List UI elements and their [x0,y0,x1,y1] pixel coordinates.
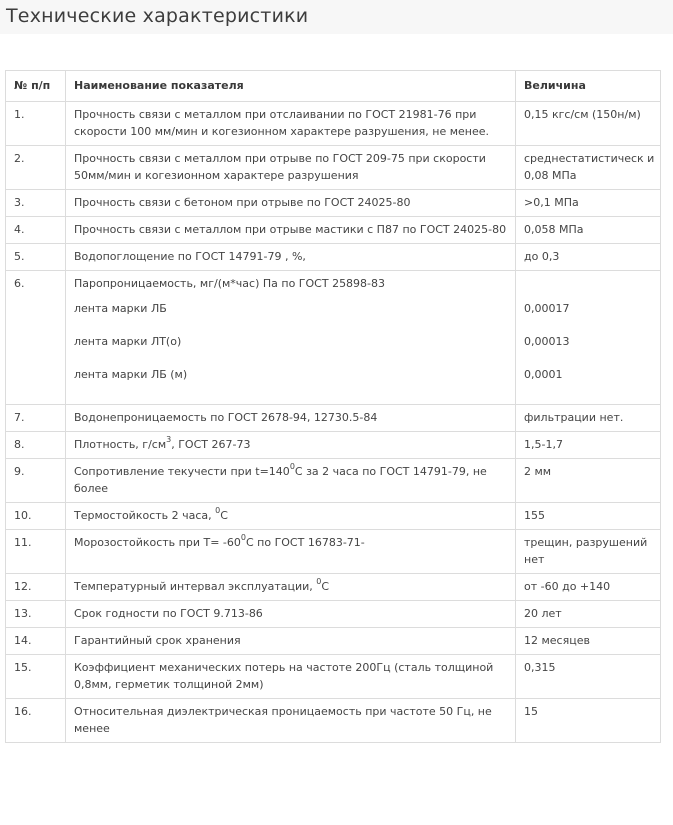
table-header-row [6,71,661,102]
row-name: Водонепроницаемость по ГОСТ 2678-94, 12730.5-84 [66,405,516,432]
row-num: 2. [6,146,66,190]
row-num: 13. [6,601,66,628]
superscript: 0 [240,533,246,543]
row-num: 7. [6,405,66,432]
name-text: С [321,580,330,593]
table-row [6,102,661,146]
row-num: 8. [6,432,66,459]
subitem-name: лента марки ЛБ (м) [74,368,188,381]
row-value: трещин, разрушений нет [516,530,661,574]
spacer [524,350,656,358]
header-num: № п/п [6,71,66,102]
table-row [6,459,661,503]
row-value: 2 мм [516,459,661,503]
row-num: 12. [6,574,66,601]
row-name [66,432,516,459]
row-value: 155 [516,503,661,530]
row-num: 15. [6,655,66,699]
spacer [74,350,511,358]
row-name [66,503,516,530]
superscript: 0 [289,462,295,472]
row-value: фильтрации нет. [516,405,661,432]
row-num: 9. [6,459,66,503]
row-name-main: Паропроницаемость, мг/(м*час) Па по ГОСТ 25898-83 [74,277,386,290]
row-num: 16. [6,699,66,743]
row-name [66,530,516,574]
row-name: Коэффициент механических потерь на частоте 200Гц (сталь толщиной 0,8мм, герметик толщиной 2мм) [66,655,516,699]
row-name: Водопоглощение по ГОСТ 14791-79 , %, [66,244,516,271]
subitem-value: 0,0001 [524,368,563,381]
superscript: 0 [215,506,221,516]
subitem-name: лента марки ЛТ(о) [74,335,182,348]
spacer [74,292,511,300]
row-num: 6. [6,271,66,405]
row-value: >0,1 МПа [516,190,661,217]
name-text: Сопротивление текучести при t=140 [74,465,290,478]
row-num: 11. [6,530,66,574]
name-text: Плотность, г/см [74,438,167,451]
table-row [6,699,661,743]
row-num: 4. [6,217,66,244]
row-name [66,271,516,405]
table-row [6,405,661,432]
table-row [6,217,661,244]
spacer-line [524,275,656,292]
name-text: С по ГОСТ 16783-71- [245,536,365,549]
row-value: 0,15 кгс/см (150н/м) [516,102,661,146]
row-value: 15 [516,699,661,743]
spec-table [5,70,661,743]
row-value: до 0,3 [516,244,661,271]
name-text: Морозостойкость при Т= -60 [74,536,241,549]
row-value: 0,058 МПа [516,217,661,244]
subitem-value: 0,00013 [524,335,570,348]
table-row [6,432,661,459]
row-value: 20 лет [516,601,661,628]
row-name: Относительная диэлектрическая проницаемость при частоте 50 Гц, не менее [66,699,516,743]
row-num: 14. [6,628,66,655]
name-text: , ГОСТ 267-73 [171,438,251,451]
row-value: среднестатистическ и 0,08 МПа [516,146,661,190]
table-row [6,628,661,655]
row-name: Прочность связи с металлом при отрыве мастики с П87 по ГОСТ 24025-80 [66,217,516,244]
name-text: С за 2 часа по ГОСТ 14791-79, не более [74,465,487,495]
row-num: 5. [6,244,66,271]
header-value: Величина [516,71,661,102]
spacer [524,317,656,325]
row-name [66,459,516,503]
row-value: 1,5-1,7 [516,432,661,459]
name-text: Температурный интервал эксплуатации, [74,580,317,593]
subitem-name: лента марки ЛБ [74,302,167,315]
table-row [6,244,661,271]
row-num: 10. [6,503,66,530]
row-num: 3. [6,190,66,217]
table-row [6,503,661,530]
spacer [524,325,656,333]
spacer [524,358,656,366]
spacer [74,358,511,366]
table-row [6,530,661,574]
spacer [74,383,511,391]
spacer [524,292,656,300]
row-value: 12 месяцев [516,628,661,655]
row-name: Гарантийный срок хранения [66,628,516,655]
table-row [6,574,661,601]
row-name: Прочность связи с металлом при отслаивании по ГОСТ 21981-76 при скорости 100 мм/мин и когезионном характере разрушения, не менее. [66,102,516,146]
spacer [74,325,511,333]
row-name [66,574,516,601]
table-row [6,190,661,217]
row-value: 0,315 [516,655,661,699]
table-row [6,655,661,699]
row-name: Прочность связи с металлом при отрыве по ГОСТ 209-75 при скорости 50мм/мин и когезионном характере разрушения [66,146,516,190]
spacer [74,317,511,325]
row-value [516,271,661,405]
subitem-value: 0,00017 [524,302,570,315]
table-row [6,146,661,190]
row-value: от -60 до +140 [516,574,661,601]
title-bar [0,0,673,34]
page-title: Технические характеристики [6,5,309,27]
table-row [6,601,661,628]
row-num: 1. [6,102,66,146]
name-text: С [220,509,228,522]
table-row [6,271,661,405]
superscript: 0 [316,577,322,587]
superscript: 3 [166,435,172,445]
spacer [74,391,511,399]
header-name: Наименование показателя [66,71,516,102]
row-name: Прочность связи с бетоном при отрыве по ГОСТ 24025-80 [66,190,516,217]
name-text: Термостойкость 2 часа, [74,509,216,522]
row-name: Срок годности по ГОСТ 9.713-86 [66,601,516,628]
